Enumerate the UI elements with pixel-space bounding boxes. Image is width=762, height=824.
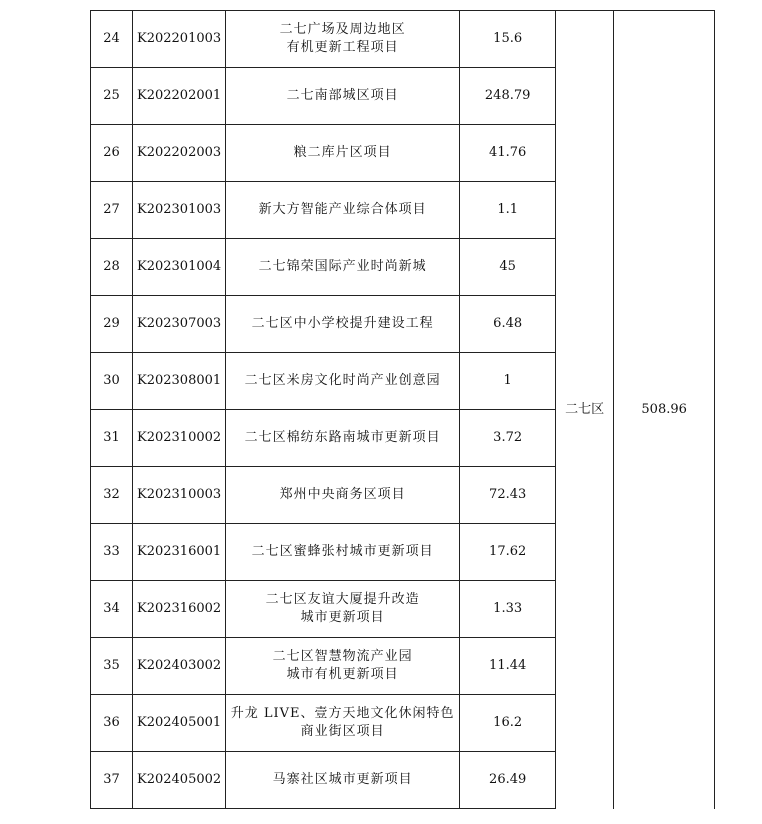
row-number: 31 bbox=[91, 410, 133, 467]
project-name-line: 二七南部城区项目 bbox=[286, 88, 399, 103]
project-code: K202316001 bbox=[133, 524, 226, 581]
project-name-line: 有机更新工程项目 bbox=[286, 40, 399, 55]
project-code: K202405002 bbox=[133, 752, 226, 809]
project-code: K202403002 bbox=[133, 638, 226, 695]
project-name bbox=[226, 125, 460, 182]
project-amount: 15.6 bbox=[460, 11, 556, 68]
row-number: 36 bbox=[91, 695, 133, 752]
project-amount: 17.62 bbox=[460, 524, 556, 581]
project-code: K202202003 bbox=[133, 125, 226, 182]
project-amount: 3.72 bbox=[460, 410, 556, 467]
project-amount: 41.76 bbox=[460, 125, 556, 182]
project-name-line: 新大方智能产业综合体项目 bbox=[258, 202, 427, 217]
table-row bbox=[91, 11, 715, 68]
project-name bbox=[226, 467, 460, 524]
project-name bbox=[226, 11, 460, 68]
project-name-line: 二七区棉纺东路南城市更新项目 bbox=[244, 430, 441, 445]
project-table-body bbox=[91, 11, 715, 809]
row-number: 35 bbox=[91, 638, 133, 695]
project-name bbox=[226, 182, 460, 239]
project-name bbox=[226, 68, 460, 125]
project-code: K202307003 bbox=[133, 296, 226, 353]
project-code: K202405001 bbox=[133, 695, 226, 752]
project-code: K202301003 bbox=[133, 182, 226, 239]
project-amount: 45 bbox=[460, 239, 556, 296]
project-name bbox=[226, 695, 460, 752]
project-amount: 6.48 bbox=[460, 296, 556, 353]
project-name bbox=[226, 581, 460, 638]
project-amount: 1 bbox=[460, 353, 556, 410]
row-number: 34 bbox=[91, 581, 133, 638]
project-name bbox=[226, 410, 460, 467]
project-code: K202310002 bbox=[133, 410, 226, 467]
project-name-line: 城市有机更新项目 bbox=[286, 667, 399, 682]
project-amount: 72.43 bbox=[460, 467, 556, 524]
row-number: 24 bbox=[91, 11, 133, 68]
project-code: K202202001 bbox=[133, 68, 226, 125]
project-code: K202310003 bbox=[133, 467, 226, 524]
project-code: K202301004 bbox=[133, 239, 226, 296]
project-name-line: 马寨社区城市更新项目 bbox=[272, 772, 413, 787]
project-name bbox=[226, 752, 460, 809]
project-name-line: 二七区友谊大厦提升改造 bbox=[265, 592, 420, 607]
project-name-line: 二七区米房文化时尚产业创意园 bbox=[244, 373, 441, 388]
row-number: 32 bbox=[91, 467, 133, 524]
project-name bbox=[226, 638, 460, 695]
project-name-line: 二七区中小学校提升建设工程 bbox=[251, 316, 434, 331]
project-name-line: 粮二库片区项目 bbox=[293, 145, 392, 160]
row-number: 33 bbox=[91, 524, 133, 581]
project-name-line: 升龙 LIVE、壹方天地文化休闲特色 bbox=[230, 706, 455, 721]
project-amount: 1.33 bbox=[460, 581, 556, 638]
district-total: 508.96 bbox=[614, 11, 715, 809]
project-code: K202201003 bbox=[133, 11, 226, 68]
project-name-line: 二七区蜜蜂张村城市更新项目 bbox=[251, 544, 434, 559]
project-amount: 26.49 bbox=[460, 752, 556, 809]
project-name-line: 二七广场及周边地区 bbox=[279, 22, 406, 37]
row-number: 30 bbox=[91, 353, 133, 410]
project-name-line: 郑州中央商务区项目 bbox=[279, 487, 406, 502]
project-code: K202316002 bbox=[133, 581, 226, 638]
row-number: 25 bbox=[91, 68, 133, 125]
project-name bbox=[226, 296, 460, 353]
row-number: 27 bbox=[91, 182, 133, 239]
project-name bbox=[226, 239, 460, 296]
project-name bbox=[226, 353, 460, 410]
project-name-line: 商业街区项目 bbox=[300, 724, 385, 739]
row-number: 29 bbox=[91, 296, 133, 353]
project-amount: 11.44 bbox=[460, 638, 556, 695]
row-number: 26 bbox=[91, 125, 133, 182]
row-number: 37 bbox=[91, 752, 133, 809]
project-name-line: 二七区智慧物流产业园 bbox=[272, 649, 413, 664]
district-name: 二七区 bbox=[556, 11, 614, 809]
project-amount: 248.79 bbox=[460, 68, 556, 125]
project-name-line: 城市更新项目 bbox=[300, 610, 385, 625]
project-amount: 1.1 bbox=[460, 182, 556, 239]
project-name bbox=[226, 524, 460, 581]
project-table bbox=[90, 10, 715, 809]
project-name-line: 二七锦荣国际产业时尚新城 bbox=[258, 259, 427, 274]
project-amount: 16.2 bbox=[460, 695, 556, 752]
row-number: 28 bbox=[91, 239, 133, 296]
project-code: K202308001 bbox=[133, 353, 226, 410]
